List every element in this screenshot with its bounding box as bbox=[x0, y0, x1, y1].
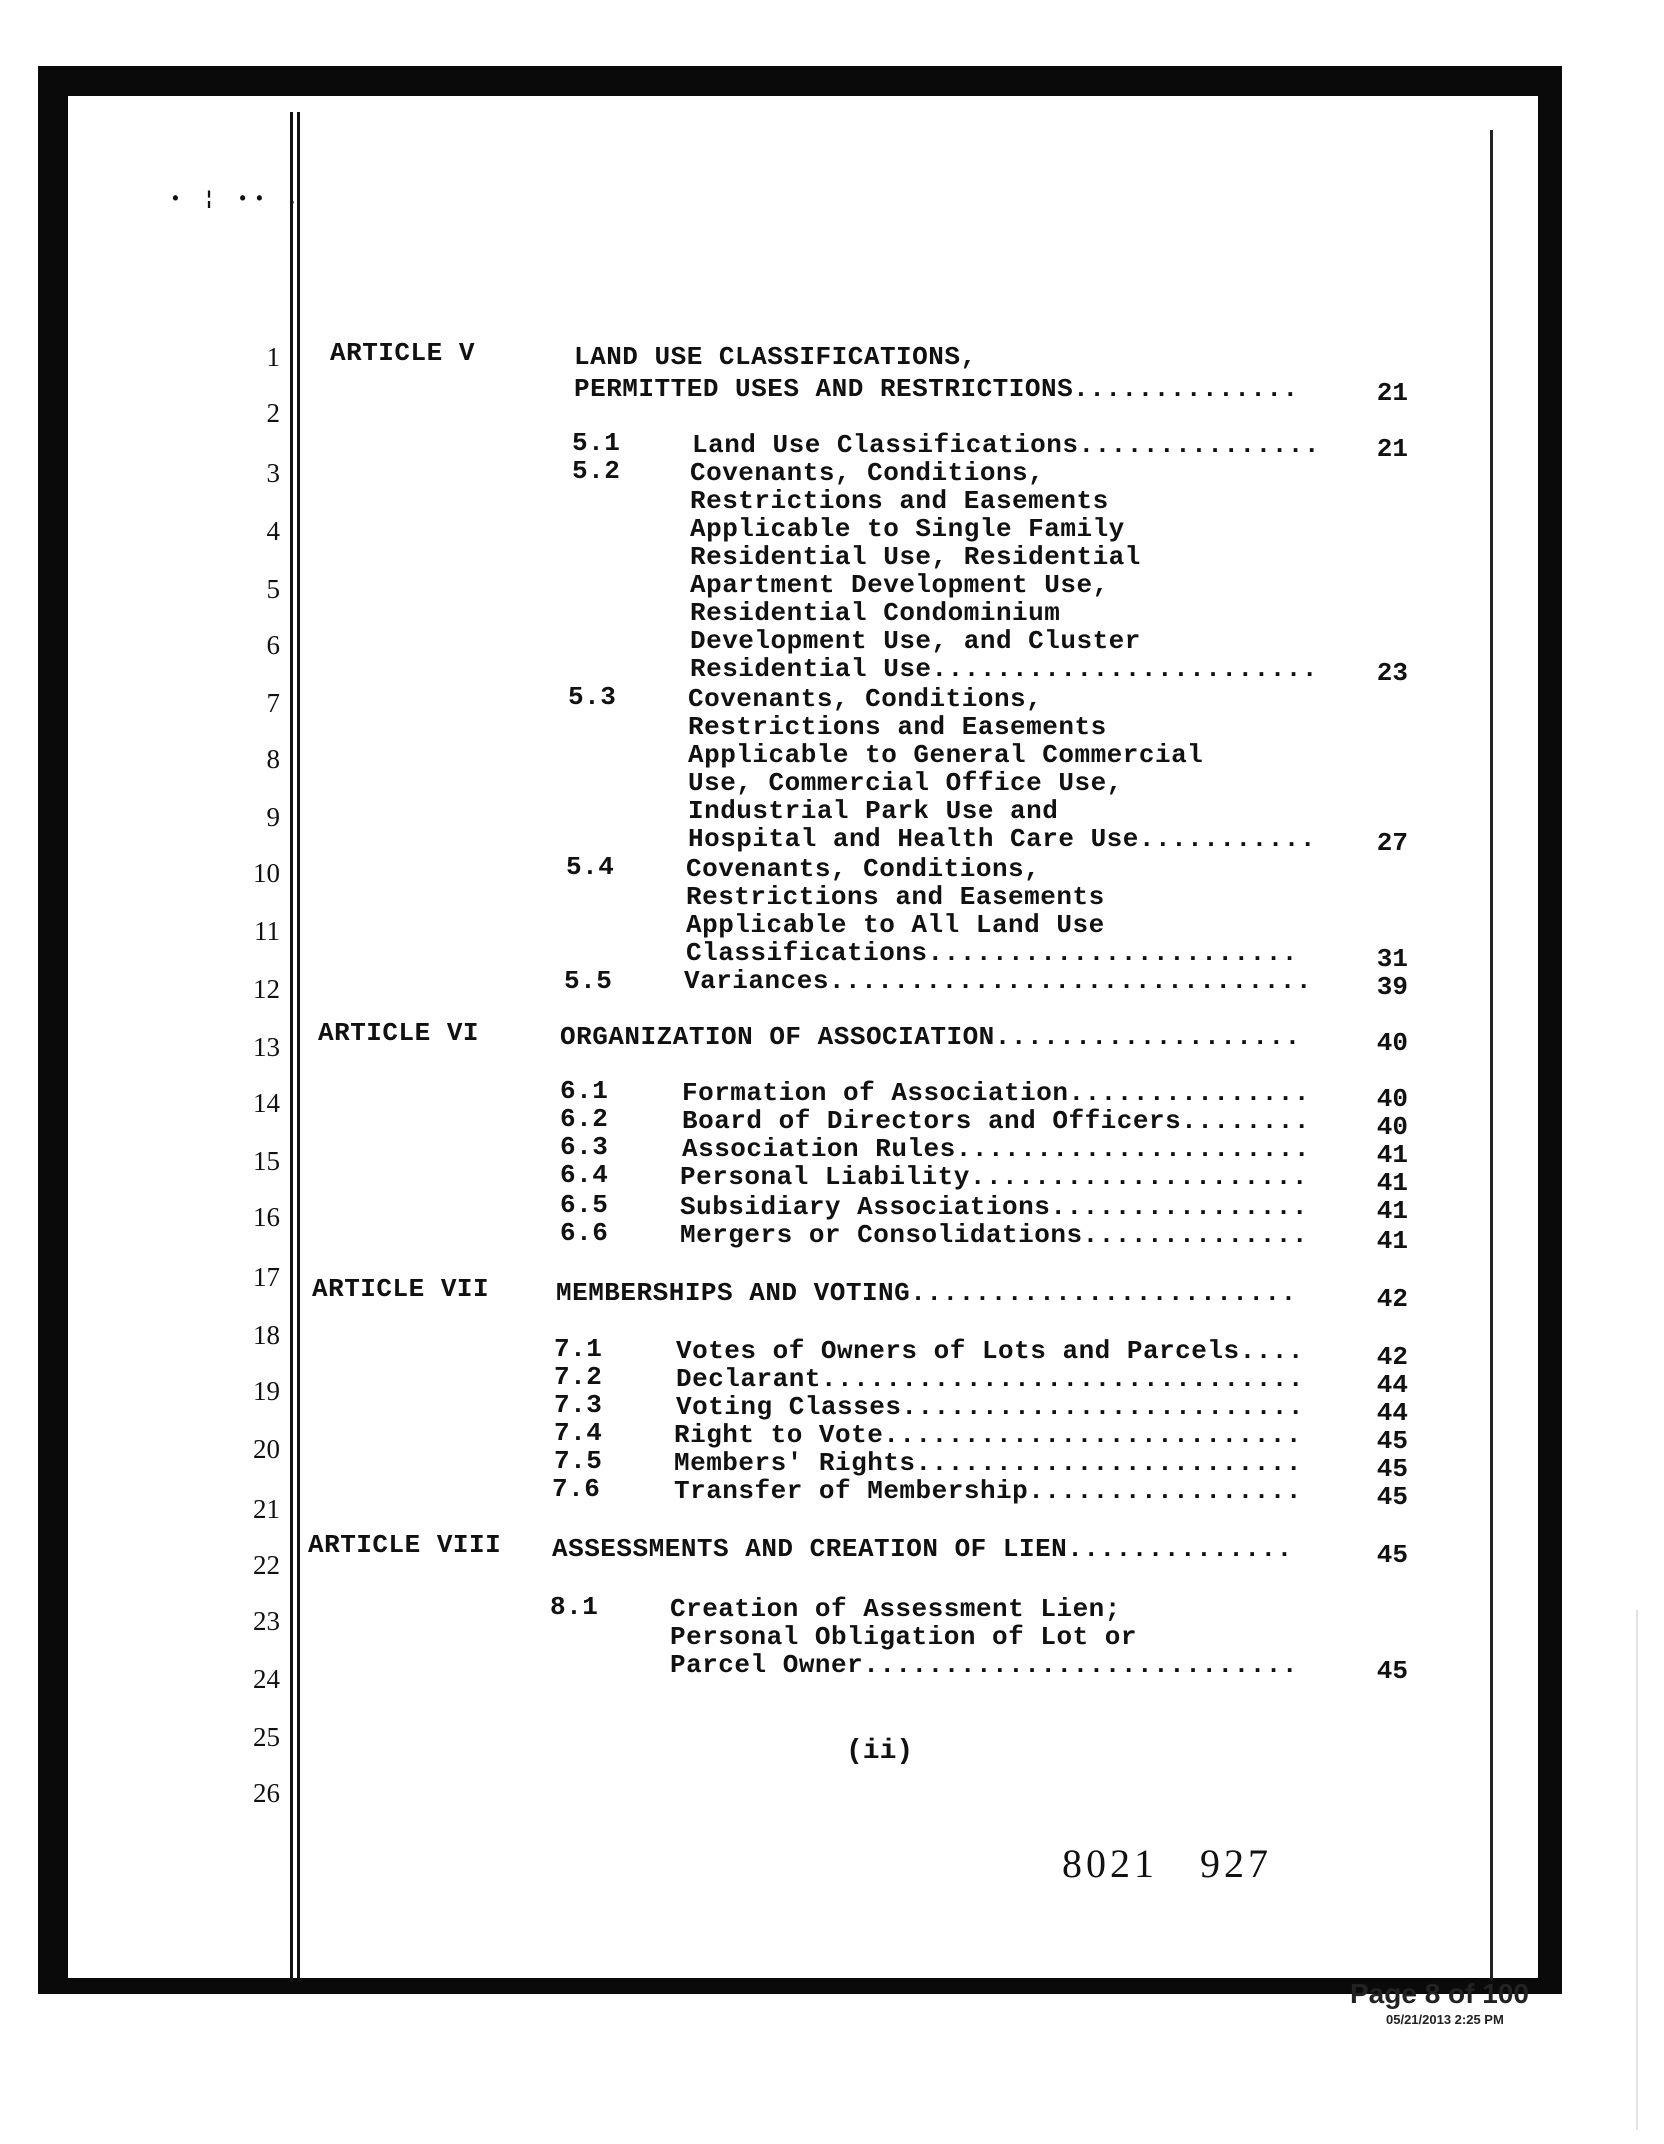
footer-page-count: Page 8 of 100 bbox=[1350, 1978, 1529, 2009]
page-ref: 41 bbox=[1376, 1226, 1408, 1256]
section-number: 5.4 bbox=[566, 852, 615, 882]
section-number: 7.6 bbox=[552, 1474, 601, 1504]
section-number: 5.5 bbox=[564, 966, 613, 996]
section-title: Mergers or Consolidations.............. bbox=[680, 1220, 1308, 1250]
section-title: Applicable to All Land Use bbox=[686, 910, 1105, 940]
line-number: 1 bbox=[266, 342, 280, 372]
page-ref: 23 bbox=[1376, 658, 1408, 688]
line-number: 3 bbox=[266, 458, 280, 488]
section-number: 6.5 bbox=[560, 1190, 609, 1220]
section-title: Classifications....................... bbox=[686, 938, 1298, 968]
line-number: 26 bbox=[253, 1778, 280, 1808]
left-margin-rule-double bbox=[297, 112, 300, 1982]
page-ref: 40 bbox=[1376, 1112, 1408, 1142]
page-ref: 44 bbox=[1376, 1370, 1408, 1400]
page-ref: 42 bbox=[1376, 1342, 1408, 1372]
section-title: Voting Classes......................... bbox=[676, 1392, 1304, 1422]
article-title: LAND USE CLASSIFICATIONS, bbox=[574, 342, 977, 372]
page-ref: 40 bbox=[1376, 1084, 1408, 1114]
section-title: Transfer of Membership................. bbox=[674, 1476, 1302, 1506]
page-ref: 41 bbox=[1376, 1196, 1408, 1226]
page-ref: 42 bbox=[1376, 1284, 1408, 1314]
section-number: 7.3 bbox=[554, 1390, 603, 1420]
footer-timestamp: 05/21/2013 2:25 PM bbox=[1386, 2012, 1504, 2027]
section-number: 6.4 bbox=[560, 1160, 609, 1190]
line-number: 11 bbox=[254, 916, 280, 946]
section-title: Applicable to Single Family bbox=[690, 514, 1125, 544]
page-ref: 21 bbox=[1376, 378, 1408, 408]
line-number: 21 bbox=[253, 1494, 280, 1524]
section-number: 8.1 bbox=[550, 1592, 599, 1622]
section-title: Development Use, and Cluster bbox=[690, 626, 1141, 656]
section-title: Industrial Park Use and bbox=[688, 796, 1059, 826]
section-title: Land Use Classifications............... bbox=[692, 430, 1320, 460]
article-heading: ARTICLE V bbox=[330, 338, 475, 368]
section-title: Votes of Owners of Lots and Parcels.... bbox=[676, 1336, 1304, 1366]
scan-edge-line bbox=[1636, 1610, 1638, 2130]
page-ref: 41 bbox=[1376, 1140, 1408, 1170]
line-number: 16 bbox=[253, 1202, 280, 1232]
section-title: Covenants, Conditions, bbox=[686, 854, 1041, 884]
line-number: 7 bbox=[266, 688, 280, 718]
page-ref: 31 bbox=[1376, 944, 1408, 974]
section-title: Use, Commercial Office Use, bbox=[688, 768, 1123, 798]
line-number: 18 bbox=[253, 1320, 280, 1350]
section-title: Restrictions and Easements bbox=[688, 712, 1107, 742]
section-number: 6.1 bbox=[560, 1076, 609, 1106]
article-heading: ARTICLE VII bbox=[312, 1274, 490, 1304]
line-number: 23 bbox=[253, 1606, 280, 1636]
page-ref: 44 bbox=[1376, 1398, 1408, 1428]
page-ref: 45 bbox=[1376, 1482, 1408, 1512]
section-title: Association Rules...................... bbox=[682, 1134, 1310, 1164]
page-ref: 45 bbox=[1376, 1454, 1408, 1484]
line-number: 5 bbox=[266, 574, 280, 604]
section-title: Residential Condominium bbox=[690, 598, 1061, 628]
section-title: Covenants, Conditions, bbox=[690, 458, 1045, 488]
right-margin-rule bbox=[1490, 130, 1493, 1980]
line-number: 24 bbox=[253, 1664, 280, 1694]
section-number: 7.4 bbox=[554, 1418, 603, 1448]
page-ref: 21 bbox=[1376, 434, 1408, 464]
line-number: 2 bbox=[266, 398, 280, 428]
section-title: Variances.............................. bbox=[684, 966, 1312, 996]
line-number: 14 bbox=[253, 1088, 280, 1118]
section-title: Parcel Owner........................... bbox=[670, 1650, 1298, 1680]
article-title: ORGANIZATION OF ASSOCIATION................... bbox=[560, 1022, 1301, 1052]
line-number: 22 bbox=[253, 1550, 280, 1580]
page-ref: 45 bbox=[1376, 1426, 1408, 1456]
line-number: 15 bbox=[253, 1146, 280, 1176]
section-title: Formation of Association............... bbox=[682, 1078, 1310, 1108]
line-number: 10 bbox=[253, 858, 280, 888]
section-title: Members' Rights........................ bbox=[674, 1448, 1302, 1478]
page-ref: 27 bbox=[1376, 828, 1408, 858]
scan-mark: • ¦ •• , bbox=[170, 190, 305, 210]
section-title: Subsidiary Associations................ bbox=[680, 1192, 1308, 1222]
line-number: 19 bbox=[253, 1376, 280, 1406]
section-number: 6.6 bbox=[560, 1218, 609, 1248]
line-number: 9 bbox=[266, 802, 280, 832]
section-title: Hospital and Health Care Use........... bbox=[688, 824, 1316, 854]
page-ref: 45 bbox=[1376, 1540, 1408, 1570]
line-number: 8 bbox=[266, 744, 280, 774]
article-title: PERMITTED USES AND RESTRICTIONS.............. bbox=[574, 374, 1299, 404]
line-number: 17 bbox=[253, 1262, 280, 1292]
section-number: 5.1 bbox=[572, 428, 621, 458]
article-title: ASSESSMENTS AND CREATION OF LIEN.............. bbox=[552, 1534, 1293, 1564]
section-title: Restrictions and Easements bbox=[686, 882, 1105, 912]
line-number: 25 bbox=[253, 1722, 280, 1752]
section-number: 7.1 bbox=[554, 1334, 603, 1364]
left-margin-rule bbox=[290, 112, 293, 1982]
article-heading: ARTICLE VI bbox=[318, 1018, 480, 1048]
article-heading: ARTICLE VIII bbox=[308, 1530, 502, 1560]
section-title: Restrictions and Easements bbox=[690, 486, 1109, 516]
line-number: 12 bbox=[253, 974, 280, 1004]
line-number: 13 bbox=[253, 1032, 280, 1062]
recording-number: 8021 927 bbox=[1062, 1841, 1272, 1886]
page-ref: 41 bbox=[1376, 1168, 1408, 1198]
section-title: Covenants, Conditions, bbox=[688, 684, 1043, 714]
section-number: 5.2 bbox=[572, 456, 621, 486]
article-title: MEMBERSHIPS AND VOTING........................ bbox=[556, 1278, 1297, 1308]
section-number: 6.3 bbox=[560, 1132, 609, 1162]
section-title: Personal Obligation of Lot or bbox=[670, 1622, 1137, 1652]
section-title: Creation of Assessment Lien; bbox=[670, 1594, 1121, 1624]
line-number: 6 bbox=[266, 630, 280, 660]
page-ref: 40 bbox=[1376, 1028, 1408, 1058]
section-number: 5.3 bbox=[568, 682, 617, 712]
section-title: Residential Use, Residential bbox=[690, 542, 1141, 572]
section-title: Right to Vote.......................... bbox=[674, 1420, 1302, 1450]
section-number: 7.2 bbox=[554, 1362, 603, 1392]
section-title: Residential Use........................ bbox=[690, 654, 1318, 684]
section-title: Board of Directors and Officers........ bbox=[682, 1106, 1310, 1136]
page-number-roman: (ii) bbox=[846, 1736, 914, 1767]
section-number: 6.2 bbox=[560, 1104, 609, 1134]
section-title: Declarant.............................. bbox=[676, 1364, 1304, 1394]
page-ref: 39 bbox=[1376, 972, 1408, 1002]
line-number: 20 bbox=[253, 1434, 280, 1464]
section-title: Apartment Development Use, bbox=[690, 570, 1109, 600]
line-number: 4 bbox=[266, 516, 280, 546]
section-number: 7.5 bbox=[554, 1446, 603, 1476]
section-title: Applicable to General Commercial bbox=[688, 740, 1204, 770]
page-ref: 45 bbox=[1376, 1656, 1408, 1686]
section-title: Personal Liability..................... bbox=[680, 1162, 1308, 1192]
